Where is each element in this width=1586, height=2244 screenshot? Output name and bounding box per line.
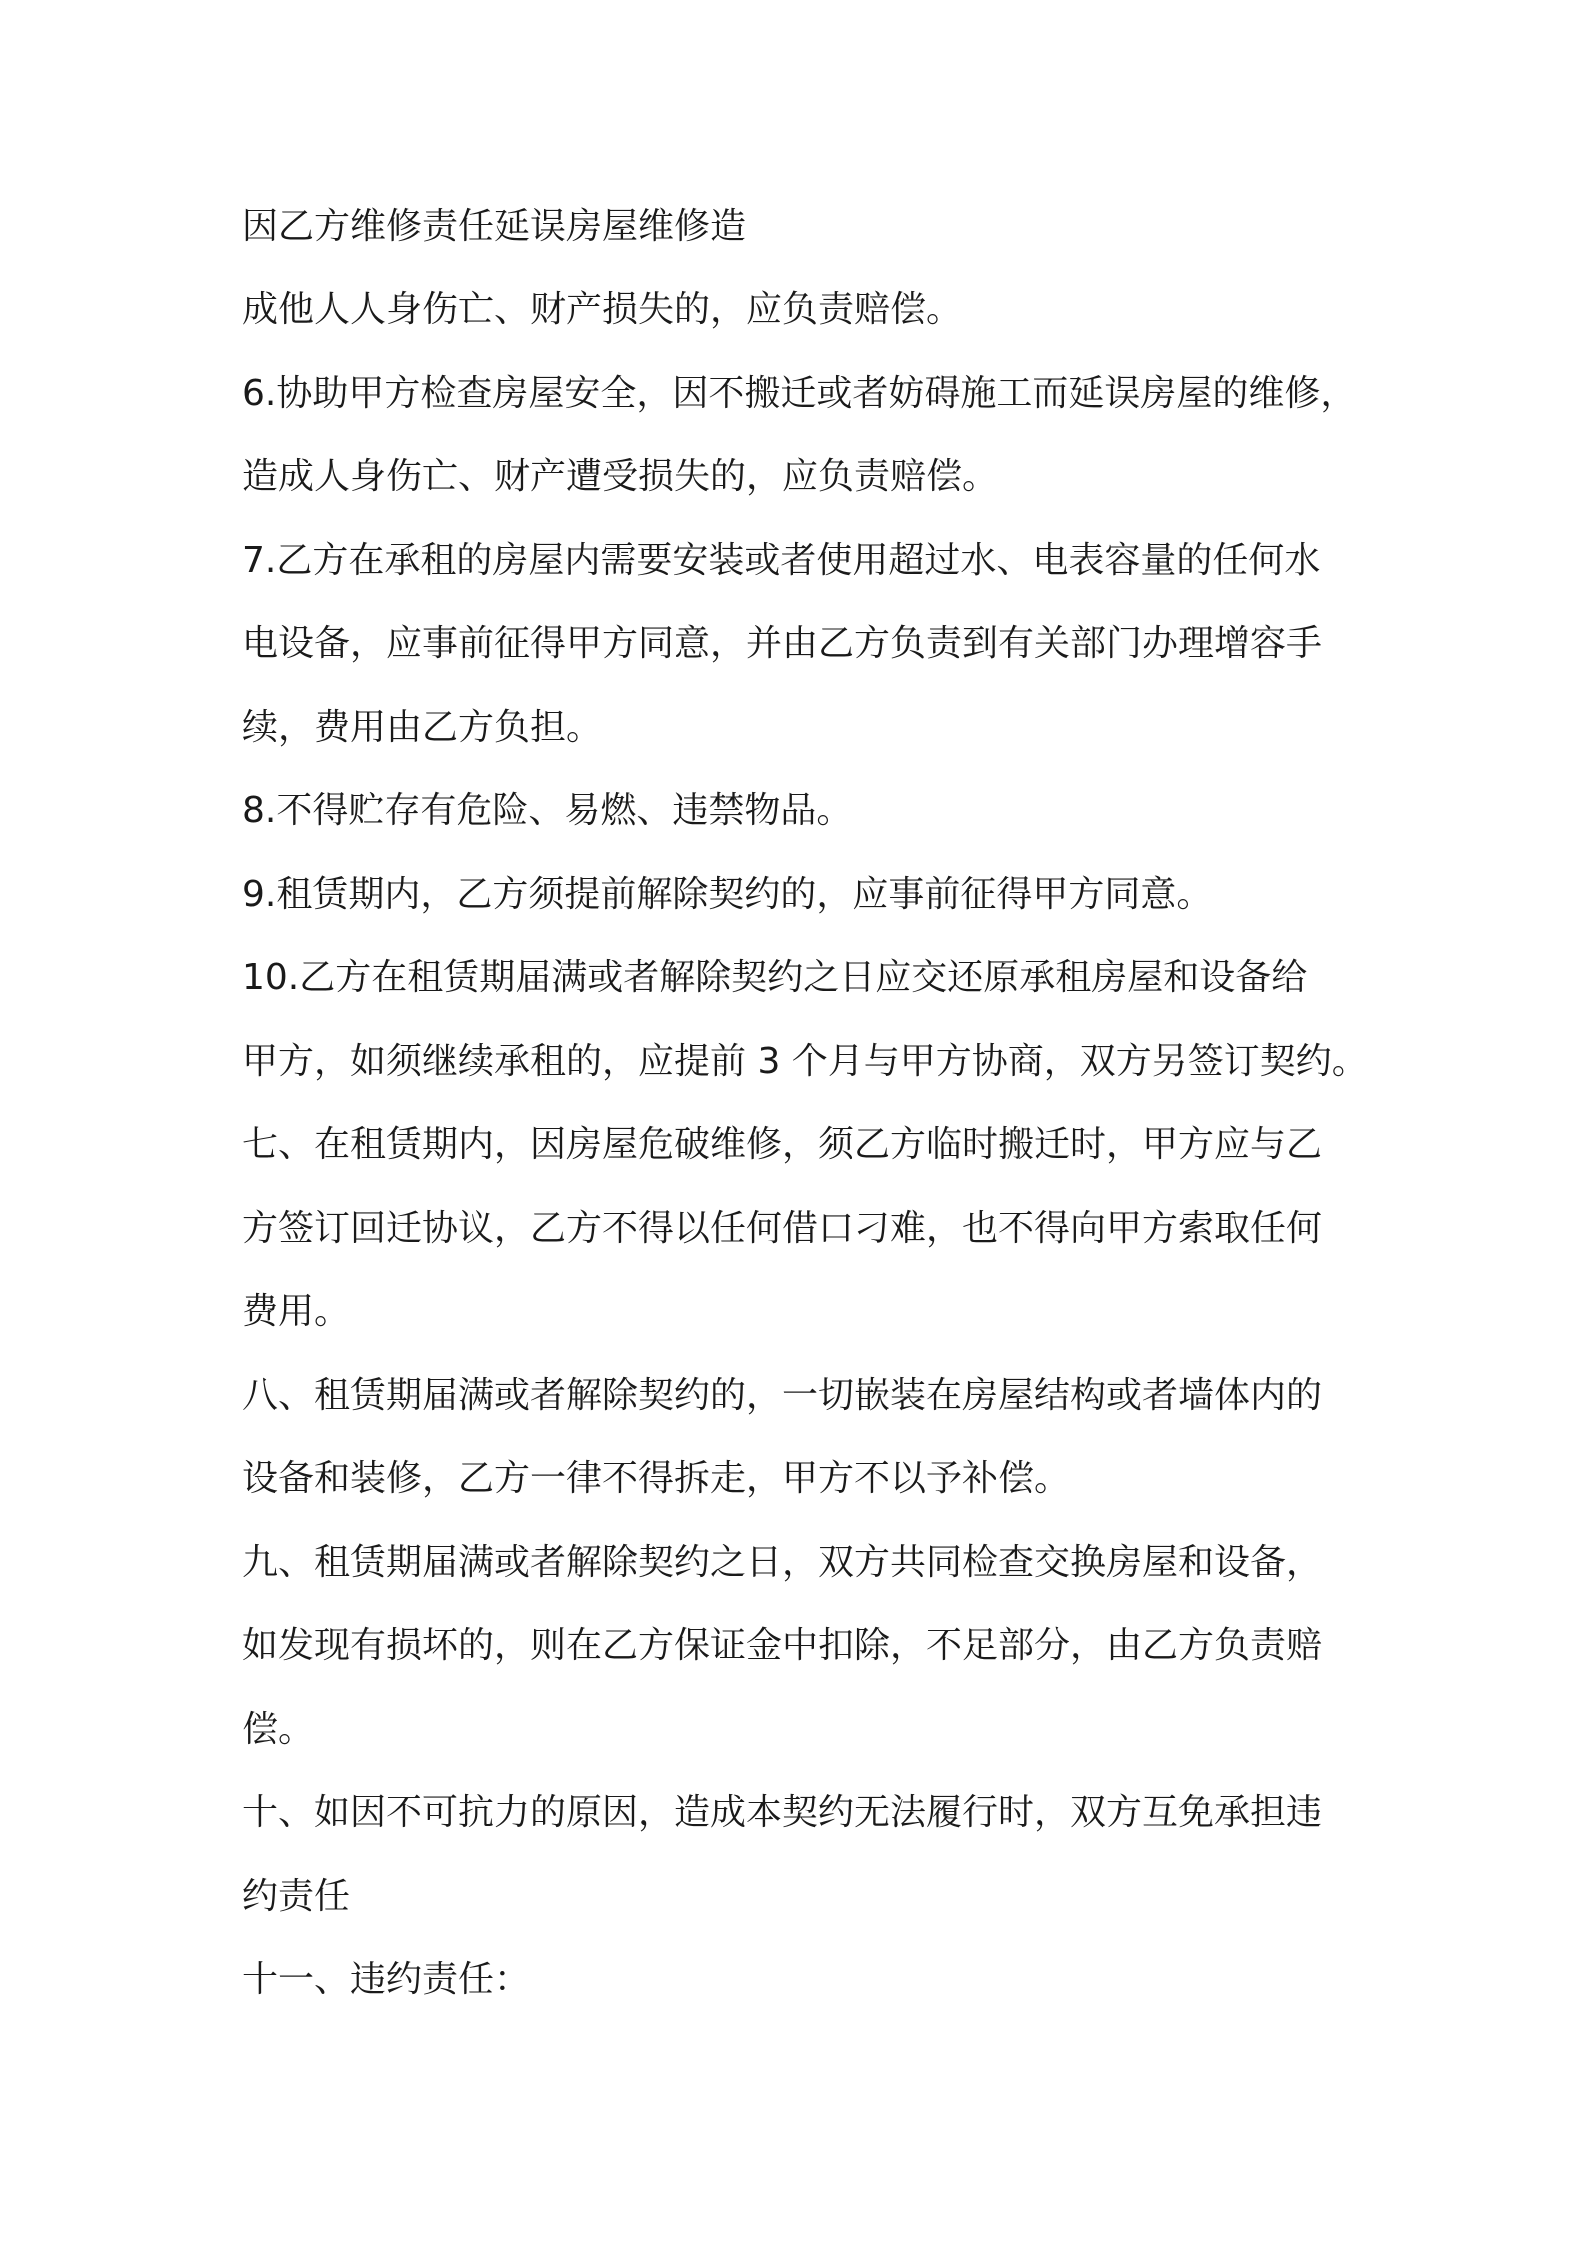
text-line: 6.协助甲方检查房屋安全，因不搬迁或者妨碍施工而延误房屋的维修， — [242, 373, 1357, 414]
text-line: 设备和装修，乙方一律不得拆走，甲方不以予补偿。 — [242, 1458, 1071, 1499]
text-line: 7.乙方在承租的房屋内需要安装或者使用超过水、电表容量的任何水 — [242, 540, 1321, 581]
text-line: 费用。 — [242, 1291, 351, 1332]
text-line: 10.乙方在租赁期届满或者解除契约之日应交还原承租房屋和设备给 — [242, 957, 1308, 998]
text-line: 成他人人身伤亡、财产损失的，应负责赔偿。 — [242, 289, 963, 330]
text-line: 9.租赁期内，乙方须提前解除契约的，应事前征得甲方同意。 — [242, 874, 1213, 915]
text-line: 十、如因不可抗力的原因，造成本契约无法履行时，双方互免承担违 — [242, 1792, 1323, 1833]
text-line: 造成人身伤亡、财产遭受损失的，应负责赔偿。 — [242, 456, 999, 497]
text-line: 七、在租赁期内，因房屋危破维修，须乙方临时搬迁时，甲方应与乙 — [242, 1124, 1323, 1165]
text-line: 如发现有损坏的，则在乙方保证金中扣除，不足部分，由乙方负责赔 — [242, 1625, 1323, 1666]
text-line: 电设备，应事前征得甲方同意，并由乙方负责到有关部门办理增容手 — [242, 623, 1323, 664]
text-line: 甲方，如须继续承租的，应提前 3 个月与甲方协商，双方另签订契约。 — [242, 1041, 1368, 1082]
text-line: 因乙方维修责任延误房屋维修造 — [242, 206, 747, 247]
text-line: 续，费用由乙方负担。 — [242, 707, 603, 748]
text-line: 方签订回迁协议，乙方不得以任何借口刁难，也不得向甲方索取任何 — [242, 1208, 1323, 1249]
text-line: 十一、违约责任： — [242, 1959, 531, 2000]
text-line: 九、租赁期届满或者解除契约之日，双方共同检查交换房屋和设备， — [242, 1542, 1323, 1583]
text-line: 偿。 — [242, 1709, 315, 1750]
text-line: 8.不得贮存有危险、易燃、违禁物品。 — [242, 790, 853, 831]
text-line: 八、租赁期届满或者解除契约的，一切嵌装在房屋结构或者墙体内的 — [242, 1375, 1323, 1416]
text-line: 约责任 — [242, 1876, 351, 1917]
